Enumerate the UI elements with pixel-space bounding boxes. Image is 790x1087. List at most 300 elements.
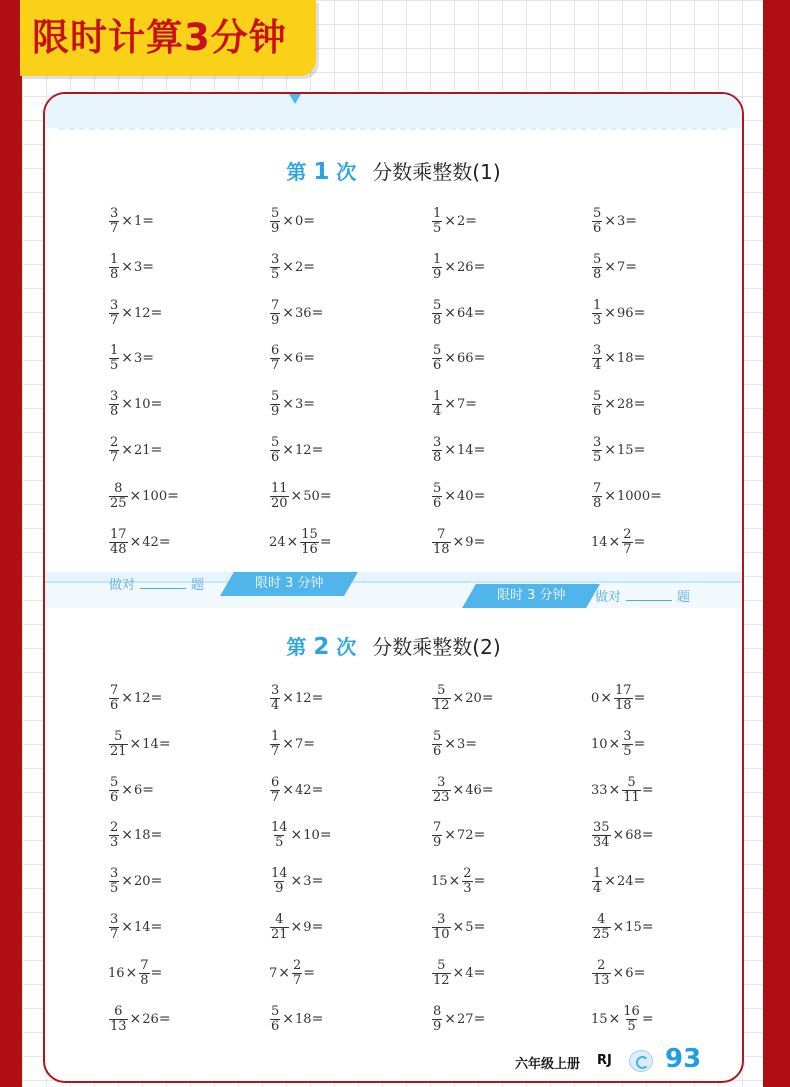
fraction — [109, 821, 119, 850]
integer: 24 — [269, 534, 286, 550]
fraction — [432, 821, 442, 850]
times-sign: × — [608, 1011, 621, 1027]
worksheet-card — [43, 92, 744, 1083]
section-1-problems — [45, 200, 742, 568]
times-sign: × — [121, 873, 134, 889]
equals-sign: = — [142, 259, 155, 275]
numerator: 14 — [271, 819, 288, 835]
denominator: 6 — [433, 357, 442, 373]
fraction — [109, 253, 119, 282]
times-sign: × — [129, 736, 142, 752]
equals-sign: = — [150, 873, 163, 889]
times-sign: × — [612, 965, 625, 981]
times-sign: × — [608, 782, 621, 798]
equals-sign: = — [641, 1011, 654, 1027]
denominator: 4 — [593, 357, 602, 373]
equals-sign: = — [150, 827, 163, 843]
problem-item — [591, 860, 645, 902]
problem-item — [431, 521, 485, 563]
equals-sign: = — [303, 736, 316, 752]
fraction — [592, 913, 611, 942]
numerator: 5 — [593, 205, 602, 221]
integer: 40 — [457, 488, 474, 504]
integer: 26 — [142, 1011, 159, 1027]
problem-item — [108, 677, 162, 719]
problem-item — [269, 429, 323, 471]
denominator: 5 — [110, 357, 119, 373]
denominator: 9 — [433, 266, 442, 282]
times-sign: × — [290, 488, 303, 504]
problem-item — [591, 383, 645, 425]
problem-item — [431, 814, 485, 856]
numerator: 5 — [433, 480, 442, 496]
denominator: 7 — [110, 926, 119, 942]
fraction — [109, 436, 119, 465]
problem-item — [591, 814, 654, 856]
equals-sign: = — [303, 213, 316, 229]
denominator: 9 — [271, 403, 280, 419]
problem-item — [591, 292, 645, 334]
times-sign: × — [612, 919, 625, 935]
fraction — [622, 730, 632, 759]
numerator: 3 — [110, 865, 119, 881]
times-sign: × — [121, 442, 134, 458]
denominator: 12 — [433, 697, 450, 713]
numerator: 1 — [110, 251, 119, 267]
times-sign: × — [129, 488, 142, 504]
section-1-topic: 分数乘整数(1) — [372, 160, 501, 184]
denominator: 5 — [593, 449, 602, 465]
denominator: 3 — [463, 880, 472, 896]
equals-sign: = — [633, 396, 646, 412]
problem-item — [591, 723, 645, 765]
problem-item — [108, 723, 171, 765]
integer: 15 — [625, 919, 642, 935]
times-sign: × — [604, 442, 617, 458]
numerator: 1 — [433, 251, 442, 267]
fraction — [622, 776, 641, 805]
problem-item — [431, 769, 494, 811]
equals-sign: = — [633, 690, 646, 706]
numerator: 35 — [593, 819, 610, 835]
fraction — [270, 776, 280, 805]
numerator: 2 — [623, 526, 632, 542]
denominator: 5 — [271, 266, 280, 282]
numerator: 3 — [110, 297, 119, 313]
equals-sign: = — [633, 305, 646, 321]
equals-sign: = — [311, 690, 324, 706]
denominator: 9 — [275, 880, 284, 896]
problem-item — [108, 337, 154, 379]
numerator: 5 — [271, 388, 280, 404]
fraction — [432, 776, 451, 805]
numerator: 15 — [301, 526, 318, 542]
numerator: 8 — [433, 1003, 442, 1019]
problem-item — [431, 292, 485, 334]
equals-sign: = — [481, 690, 494, 706]
times-sign: × — [452, 782, 465, 798]
integer: 66 — [457, 350, 474, 366]
times-sign: × — [290, 873, 303, 889]
problem-item — [591, 429, 645, 471]
times-sign: × — [121, 305, 134, 321]
fraction — [592, 299, 602, 328]
numerator: 1 — [433, 388, 442, 404]
fraction — [432, 913, 451, 942]
fraction — [592, 344, 602, 373]
times-sign: × — [121, 396, 134, 412]
denominator: 4 — [593, 880, 602, 896]
times-sign: × — [444, 1011, 457, 1027]
equals-sign: = — [473, 965, 486, 981]
problem-item — [269, 860, 323, 902]
equals-sign: = — [633, 873, 646, 889]
fraction — [270, 684, 280, 713]
numerator: 1 — [433, 205, 442, 221]
fraction — [592, 436, 602, 465]
equals-sign: = — [319, 534, 332, 550]
numerator: 5 — [271, 205, 280, 221]
numerator: 5 — [437, 682, 446, 698]
denominator: 18 — [433, 541, 450, 557]
numerator: 3 — [110, 388, 119, 404]
times-sign: × — [448, 873, 461, 889]
fraction — [109, 299, 119, 328]
integer: 46 — [465, 782, 482, 798]
integer: 9 — [303, 919, 312, 935]
denominator: 4 — [271, 697, 280, 713]
fraction — [592, 253, 602, 282]
fraction — [109, 528, 128, 557]
integer: 20 — [134, 873, 151, 889]
equals-sign: = — [311, 782, 324, 798]
integer: 9 — [465, 534, 474, 550]
problem-item — [108, 906, 162, 948]
numerator: 1 — [593, 865, 602, 881]
fraction — [270, 390, 280, 419]
times-sign: × — [444, 305, 457, 321]
times-sign: × — [125, 965, 138, 981]
integer: 14 — [142, 736, 159, 752]
problem-item — [269, 475, 332, 517]
problem-item — [431, 998, 485, 1040]
page-footer — [515, 1044, 735, 1078]
fraction — [432, 959, 451, 988]
times-sign: × — [290, 827, 303, 843]
problem-item — [591, 521, 645, 563]
equals-sign: = — [303, 350, 316, 366]
numerator: 6 — [271, 774, 280, 790]
times-sign: × — [444, 488, 457, 504]
denominator: 6 — [271, 1018, 280, 1034]
problem-item — [108, 383, 162, 425]
fraction — [270, 913, 289, 942]
denominator: 48 — [110, 541, 127, 557]
fraction — [432, 344, 442, 373]
denominator: 8 — [140, 972, 149, 988]
numerator: 3 — [271, 682, 280, 698]
denominator: 16 — [301, 541, 318, 557]
problem-item — [108, 860, 162, 902]
problem-item — [269, 952, 315, 994]
numerator: 5 — [433, 728, 442, 744]
numerator: 17 — [615, 682, 632, 698]
denominator: 21 — [110, 743, 127, 759]
time-limit-tag-right: 限时 3 分钟 — [462, 584, 600, 608]
equals-sign: = — [625, 259, 638, 275]
problem-item — [108, 998, 171, 1040]
numerator: 5 — [271, 1003, 280, 1019]
numerator: 7 — [110, 682, 119, 698]
denominator: 3 — [110, 834, 119, 850]
numerator: 8 — [114, 480, 123, 496]
problem-item — [591, 246, 637, 288]
equals-sign: = — [303, 396, 316, 412]
times-sign: × — [286, 534, 299, 550]
fraction — [292, 959, 302, 988]
numerator: 7 — [271, 297, 280, 313]
fraction — [270, 1005, 280, 1034]
numerator: 3 — [437, 911, 446, 927]
denominator: 6 — [110, 697, 119, 713]
score-blank-right[interactable] — [626, 588, 672, 601]
times-sign: × — [121, 350, 134, 366]
denominator: 6 — [593, 220, 602, 236]
numerator: 6 — [271, 342, 280, 358]
denominator: 7 — [110, 312, 119, 328]
problem-item — [431, 860, 485, 902]
integer: 10 — [303, 827, 320, 843]
integer: 5 — [465, 919, 474, 935]
integer: 15 — [617, 442, 634, 458]
problem-item — [591, 906, 654, 948]
numerator: 5 — [271, 434, 280, 450]
fraction — [109, 482, 128, 511]
integer: 7 — [269, 965, 278, 981]
times-sign: × — [444, 736, 457, 752]
title-banner — [20, 0, 316, 76]
numerator: 3 — [433, 434, 442, 450]
problem-item — [269, 723, 315, 765]
denominator: 9 — [433, 834, 442, 850]
times-sign: × — [604, 305, 617, 321]
integer: 12 — [295, 442, 312, 458]
denominator: 23 — [433, 789, 450, 805]
fraction — [592, 821, 611, 850]
times-sign: × — [282, 396, 295, 412]
equals-sign: = — [473, 442, 486, 458]
times-sign: × — [278, 965, 291, 981]
problem-item — [591, 769, 654, 811]
fraction — [109, 390, 119, 419]
numerator: 11 — [271, 480, 288, 496]
equals-sign: = — [473, 1011, 486, 1027]
fraction — [592, 390, 602, 419]
problem-item — [591, 337, 645, 379]
times-sign: × — [282, 442, 295, 458]
numerator: 2 — [463, 865, 472, 881]
denominator: 25 — [593, 926, 610, 942]
fraction — [592, 482, 602, 511]
equals-sign: = — [633, 736, 646, 752]
denominator: 7 — [110, 220, 119, 236]
times-sign: × — [608, 534, 621, 550]
problem-item — [269, 814, 332, 856]
numerator: 5 — [110, 774, 119, 790]
times-sign: × — [282, 259, 295, 275]
fraction — [432, 528, 451, 557]
time-limit-tag-left: 限时 3 分钟 — [220, 572, 358, 596]
equals-sign: = — [319, 488, 332, 504]
integer: 100 — [142, 488, 168, 504]
denominator: 7 — [623, 541, 632, 557]
denominator: 7 — [271, 743, 280, 759]
integer: 50 — [303, 488, 320, 504]
equals-sign: = — [150, 442, 163, 458]
integer: 26 — [457, 259, 474, 275]
numerator: 6 — [114, 1003, 123, 1019]
times-sign: × — [282, 305, 295, 321]
equals-sign: = — [150, 690, 163, 706]
times-sign: × — [608, 736, 621, 752]
integer: 18 — [617, 350, 634, 366]
numerator: 16 — [623, 1003, 640, 1019]
fraction — [622, 528, 632, 557]
equals-sign: = — [158, 736, 171, 752]
denominator: 13 — [593, 972, 610, 988]
integer: 0 — [591, 690, 600, 706]
equals-sign: = — [303, 259, 316, 275]
denominator: 25 — [110, 495, 127, 511]
denominator: 8 — [593, 266, 602, 282]
fraction — [592, 867, 602, 896]
fraction — [432, 1005, 442, 1034]
problem-item — [591, 677, 645, 719]
equals-sign: = — [142, 213, 155, 229]
times-sign: × — [452, 690, 465, 706]
section-2-topic: 分数乘整数(2) — [372, 635, 501, 659]
equals-sign: = — [167, 488, 179, 504]
integer: 15 — [431, 873, 448, 889]
integer: 6 — [625, 965, 634, 981]
times-sign: × — [282, 350, 295, 366]
times-sign: × — [282, 736, 295, 752]
times-sign: × — [452, 919, 465, 935]
times-sign: × — [129, 1011, 142, 1027]
fraction — [270, 730, 280, 759]
numerator: 3 — [271, 251, 280, 267]
times-sign: × — [282, 690, 295, 706]
denominator: 5 — [275, 834, 284, 850]
fraction — [432, 299, 442, 328]
numerator: 2 — [597, 957, 606, 973]
integer: 42 — [142, 534, 159, 550]
footer-grade: 六年级上册 — [515, 1057, 581, 1072]
equals-sign: = — [142, 782, 155, 798]
integer: 4 — [465, 965, 474, 981]
times-sign: × — [282, 1011, 295, 1027]
fraction — [109, 776, 119, 805]
equals-sign: = — [465, 736, 478, 752]
times-sign: × — [604, 213, 617, 229]
fraction — [300, 528, 319, 557]
times-sign: × — [444, 259, 457, 275]
equals-sign: = — [641, 827, 654, 843]
card-header-strip — [45, 94, 742, 128]
problem-item — [431, 246, 485, 288]
equals-sign: = — [473, 488, 486, 504]
denominator: 21 — [271, 926, 288, 942]
integer: 16 — [108, 965, 125, 981]
fraction — [270, 867, 289, 896]
denominator: 6 — [271, 449, 280, 465]
integer: 24 — [617, 873, 634, 889]
denominator: 6 — [593, 403, 602, 419]
equals-sign: = — [641, 782, 654, 798]
score-blank-left[interactable] — [140, 576, 186, 589]
equals-sign: = — [633, 442, 646, 458]
denominator: 34 — [593, 834, 610, 850]
denominator: 11 — [623, 789, 640, 805]
denominator: 10 — [433, 926, 450, 942]
fraction — [432, 730, 442, 759]
integer: 7 — [295, 736, 304, 752]
equals-sign: = — [150, 965, 163, 981]
integer: 3 — [617, 213, 626, 229]
problem-item — [108, 475, 179, 517]
integer: 68 — [625, 827, 642, 843]
times-sign: × — [604, 259, 617, 275]
problem-item — [431, 906, 485, 948]
section-1-title — [45, 156, 742, 185]
integer: 7 — [457, 396, 466, 412]
fraction — [270, 344, 280, 373]
problem-item — [431, 383, 477, 425]
section-2-number: 第 2 次 — [286, 634, 357, 660]
fraction — [109, 207, 119, 236]
numerator: 14 — [271, 865, 288, 881]
integer: 3 — [303, 873, 312, 889]
integer: 36 — [295, 305, 312, 321]
problem-item — [269, 998, 323, 1040]
integer: 20 — [465, 690, 482, 706]
score-left: 做对 题 — [109, 578, 205, 593]
integer: 14 — [134, 919, 151, 935]
denominator: 9 — [433, 1018, 442, 1034]
denominator: 7 — [110, 449, 119, 465]
numerator: 3 — [593, 434, 602, 450]
denominator: 7 — [271, 357, 280, 373]
numerator: 5 — [437, 957, 446, 973]
equals-sign: = — [311, 305, 324, 321]
equals-sign: = — [473, 827, 486, 843]
integer: 15 — [591, 1011, 608, 1027]
denominator: 20 — [271, 495, 288, 511]
publisher-logo-icon — [629, 1050, 653, 1072]
numerator: 5 — [593, 388, 602, 404]
denominator: 13 — [110, 1018, 127, 1034]
numerator: 1 — [593, 297, 602, 313]
times-sign: × — [444, 827, 457, 843]
numerator: 3 — [437, 774, 446, 790]
problem-item — [591, 952, 645, 994]
denominator: 8 — [433, 312, 442, 328]
times-sign: × — [604, 350, 617, 366]
problem-item — [269, 521, 332, 563]
problem-item — [431, 677, 494, 719]
times-sign: × — [282, 782, 295, 798]
denominator: 9 — [271, 312, 280, 328]
